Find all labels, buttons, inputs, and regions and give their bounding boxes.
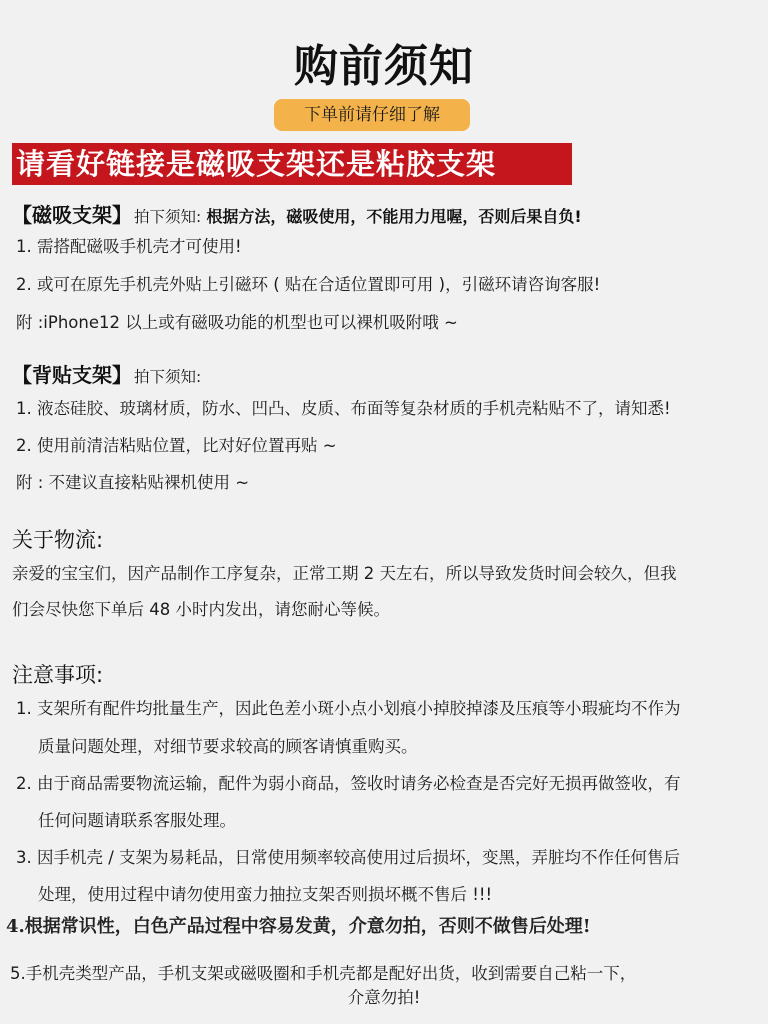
page-title: 购前须知 xyxy=(294,41,474,92)
magnetic-note: 拍下须知: xyxy=(134,208,202,226)
adhesive-heading: 【背贴支架】 xyxy=(12,360,132,390)
magnetic-warning: 根据方法，磁吸使用，不能用力甩喔，否则后果自负! xyxy=(206,207,582,226)
adhesive-note: 拍下须知: xyxy=(134,368,202,386)
logistics-line-1: 亲爱的宝宝们，因产品制作工序复杂，正常工期 2 天左右，所以导致发货时间会较久，但我 xyxy=(12,564,677,583)
notes-item-2-line-1: 2. 由于商品需要物流运输，配件为弱小商品，签收时请务必检查是否完好无损再做签收，有 xyxy=(16,774,681,793)
notes-heading: 注意事项: xyxy=(12,660,103,690)
logistics-heading: 关于物流: xyxy=(12,525,103,555)
magnetic-heading: 【磁吸支架】 xyxy=(12,200,132,230)
notes-item-4: 4.根据常识性，白色产品过程中容易发黄，介意勿拍，否则不做售后处理! xyxy=(6,916,591,937)
magnetic-item-1: 1. 需搭配磁吸手机壳才可使用! xyxy=(16,237,242,256)
notes-item-5-line-2: 介意勿拍! xyxy=(347,988,421,1007)
notes-item-1-line-2: 质量问题处理，对细节要求较高的顾客请慎重购买。 xyxy=(38,737,418,756)
adhesive-item-2: 2. 使用前清洁粘贴位置，比对好位置再贴 ~ xyxy=(16,436,337,455)
adhesive-item-1: 1. 液态硅胶、玻璃材质，防水、凹凸、皮质、布面等复杂材质的手机壳粘贴不了，请知悉! xyxy=(16,399,671,418)
adhesive-item-3: 附 : 不建议直接粘贴裸机使用 ~ xyxy=(16,473,250,492)
magnetic-item-3: 附 :iPhone12 以上或有磁吸功能的机型也可以裸机吸附哦 ~ xyxy=(16,313,458,332)
warning-banner: 请看好链接是磁吸支架还是粘胶支架 xyxy=(12,143,572,185)
adhesive-section-heading xyxy=(12,360,201,392)
notes-item-5-line-1: 5.手机壳类型产品，手机支架或磁吸圈和手机壳都是配好出货，收到需要自己粘一下， xyxy=(10,964,637,983)
logistics-line-2: 们会尽快您下单后 48 小时内发出，请您耐心等候。 xyxy=(12,600,390,619)
notes-item-3-line-1: 3. 因手机壳 / 支架为易耗品，日常使用频率较高使用过后损坏，变黑，弄脏均不作任何售后 xyxy=(16,848,681,867)
notes-item-3-line-2: 处理，使用过程中请勿使用蛮力抽拉支架否则损坏概不售后 !!! xyxy=(38,885,493,904)
logistics-section-heading xyxy=(12,525,103,557)
magnetic-item-2: 2. 或可在原先手机壳外贴上引磁环 ( 贴在合适位置即可用 )，引磁环请咨询客服! xyxy=(16,275,601,294)
notes-item-2-line-2: 任何问题请联系客服处理。 xyxy=(38,811,236,830)
subtitle-badge: 下单前请仔细了解 xyxy=(274,99,470,131)
magnetic-section-heading xyxy=(12,200,582,232)
notes-section-heading xyxy=(12,660,103,692)
notes-item-1-line-1: 1. 支架所有配件均批量生产，因此色差小斑小点小划痕小掉胶掉漆及压痕等小瑕疵均不作为 xyxy=(16,699,681,718)
